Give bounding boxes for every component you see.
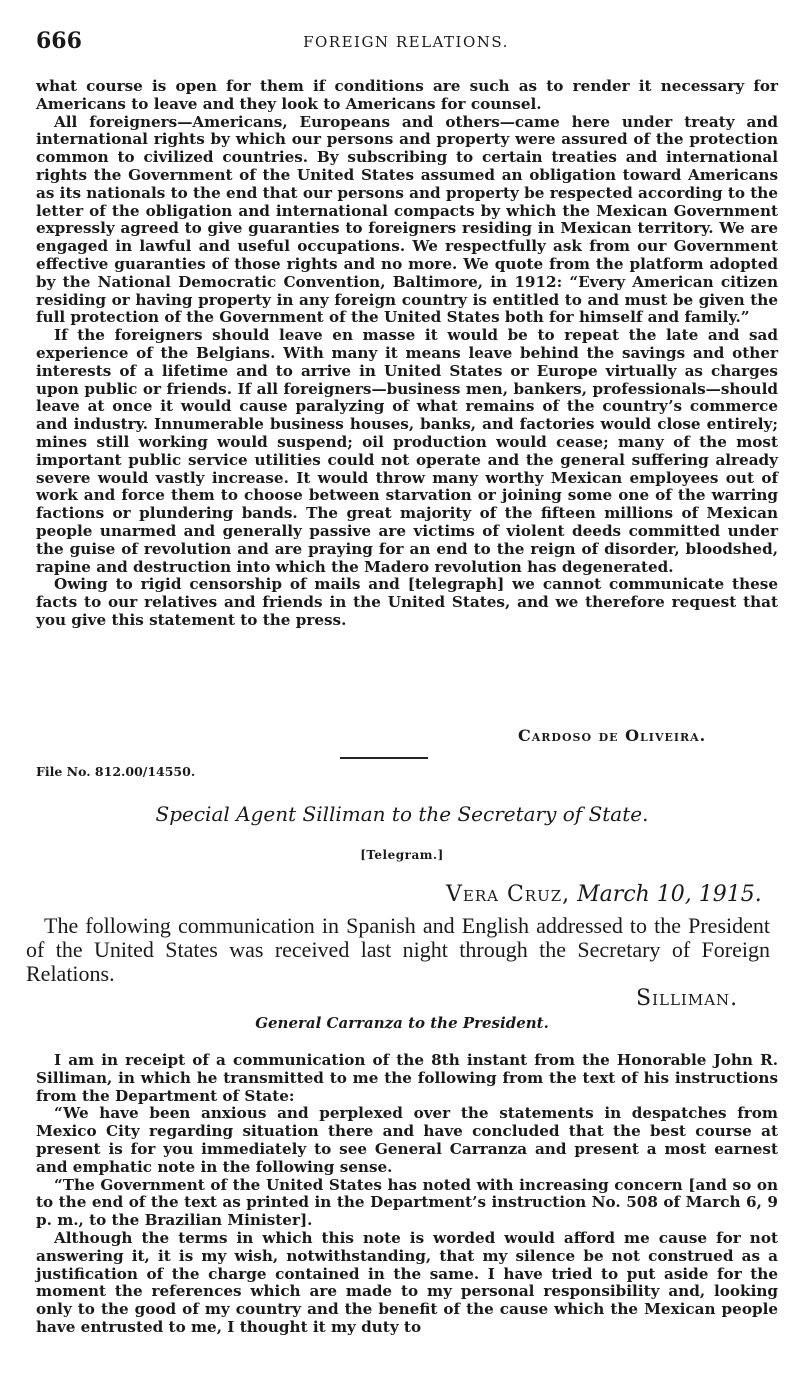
paragraph: “We have been anxious and perplexed over the statements in despatches from Mexico City regarding situation there and have concluded that the best course at present is for you immediately to see General Carranza and present a most earnest and emphatic note in the following sense. (36, 1104, 778, 1176)
signature: Cardoso de Oliveira. (518, 726, 707, 745)
paragraph: The following communication in Spanish and English addressed to the President of the United States was received last night through the Secretary of Foreign Relations. (26, 913, 770, 986)
paragraph: what course is open for them if conditions are such as to render it necessary for Americans to leave and they look to Americans for counsel. (36, 77, 778, 113)
page-number: 666 (36, 28, 82, 54)
file-number: File No. 812.00/14550. (36, 764, 196, 779)
letter-body (36, 78, 778, 630)
paragraph: All foreigners—Americans, Europeans and others—came here under treaty and international rights by which our persons and property were assured of the protection common to civilized countries. By subscribing to certain treaties and international rights the Government of the United States assumed an obligation toward Americans as its nationals to the end that our persons and property be respected according to the letter of the obligation and international compacts by which the Mexican Government expressly agreed to give guaranties to foreigners residing in Mexican territory. We are engaged in lawful and useful occupations. We respectfully ask from our Government effective guaranties of those rights and no more. We quote from the platform adopted by the National Democratic Convention, Baltimore, in 1912: “Every American citizen residing or having property in any foreign country is entitled to and must be given the full protection of the Government of the United States both for himself and family.” (36, 112, 778, 327)
paragraph: Owing to rigid censorship of mails and [telegraph] we cannot communicate these facts to our relatives and friends in the United States, and we therefore request that you give this statement to the press. (36, 575, 778, 629)
document-title: Special Agent Silliman to the Secretary of State. (155, 802, 649, 826)
paragraph: Although the terms in which this note is worded would afford me cause for not answering it, it is my wish, notwithstanding, that my silence be not construed as a justification of the charge contained in the same. I have tried to put aside for the moment the references which are made to my personal responsibility and, looking only to the good of my country and the benefit of the cause which the Mexican people have entrusted to me, I thought it my duty to (36, 1228, 778, 1336)
telegram-text (26, 914, 770, 986)
paragraph: “The Government of the United States has noted with increasing concern [and so on to the end of the text as printed in the Department’s instruction No. 508 of March 6, 9 p. m., to the Brazilian Minister]. (36, 1175, 778, 1230)
document-type: [Telegram.] (360, 848, 444, 862)
paragraph: I am in receipt of a communication of the 8th instant from the Honorable John R. Silliman, in which he transmitted to me the following from the text of his instructions from the Department of State: (36, 1051, 778, 1105)
carranza-letter-body (36, 1052, 778, 1337)
divider-rule (340, 757, 428, 759)
dateline-date: March 10, 1915. (577, 882, 762, 907)
paragraph: If the foreigners should leave en masse it would be to repeat the late and sad experience of the Belgians. With many it means leave behind the savings and other interests of a lifetime and to arrive in United States or Europe virtually as charges upon public or friends. If all foreigners—business men, bankers, professionals—should leave at once it would cause paralyzing of what remains of the country’s commerce and industry. Innumerable business houses, banks, and factories would close entirely; mines still working would suspend; oil production would cease; many of the most important public service utilities could not operate and the general suffering already severe would vastly increase. It would throw many worthy Mexican employees out of work and force them to choose between starvation or joining some one of the warring factions or plundering bands. The great majority of the fifteen millions of Mexican people unarmed and generally passive are victims of violent deeds committed under the guise of revolution and are praying for an end to the reign of disorder, bloodshed, rapine and destruction into which the Madero revolution has degenerated. (36, 326, 778, 576)
page-header (36, 28, 776, 56)
telegram-signature-wrap (636, 986, 738, 1011)
section-subtitle: General Carranza to the President. (255, 1014, 549, 1032)
running-title: FOREIGN RELATIONS. (303, 33, 509, 51)
telegram-signature: Silliman. (636, 986, 739, 1011)
dateline (446, 882, 762, 907)
dateline-place: Vera Cruz, (446, 882, 571, 907)
